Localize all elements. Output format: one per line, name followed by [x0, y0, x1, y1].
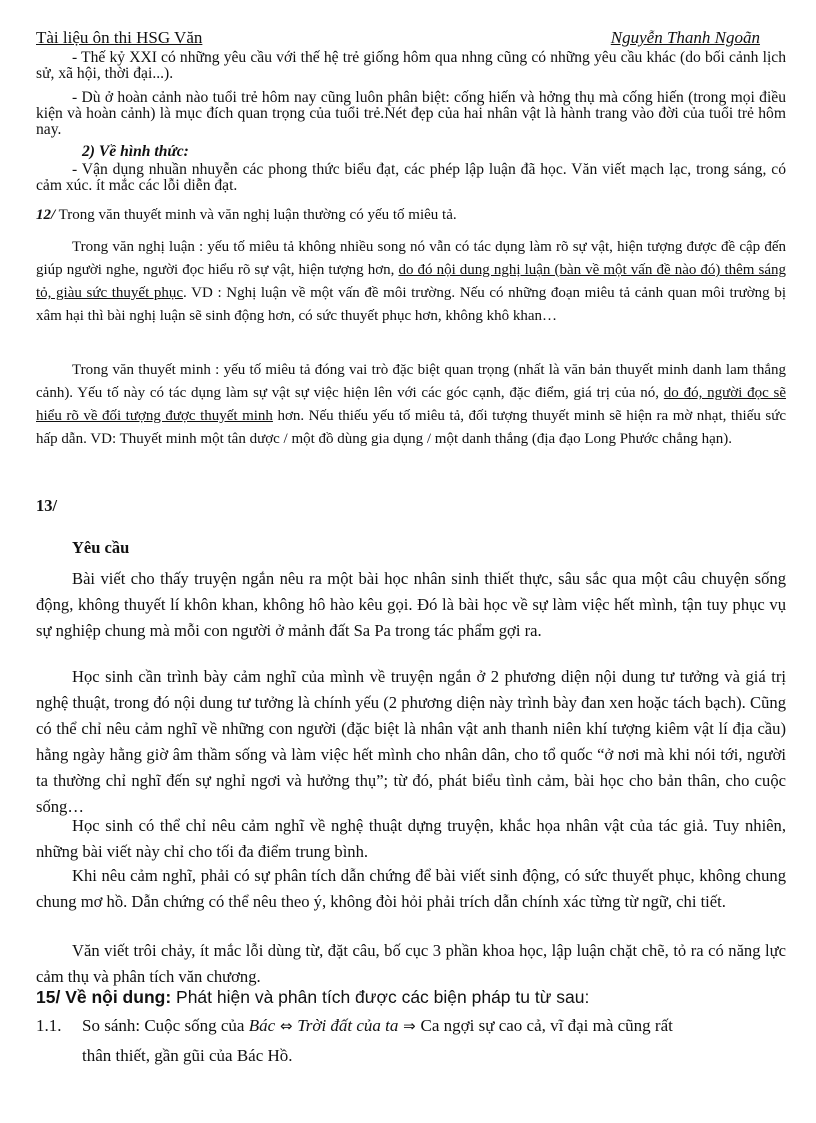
equivalence-arrow-icon: ⇔ [275, 1017, 298, 1035]
s11-paragraph-1: - Thế kỷ XXI có những yêu cầu với thế hệ trẻ giống hôm qua nhng cũng có những yêu cầu khác (do bối cảnh lịch sử, xã hội, thời đại...). [36, 49, 786, 82]
s15-item-line-1 [82, 1011, 786, 1041]
s12-paragraph-2 [36, 359, 786, 451]
s15-item-number: 1.1. [36, 1016, 62, 1035]
s12-p2-text-b: hơn. Nếu thiếu yếu tố miêu tả, đối tượng thuyết minh sẽ hiện ra mờ nhạt, thiếu sức hấp dẫn. VD: Thuyết minh một tân dược / một đồ dùng gia dụng / một danh thắng (địa đạo Long Phước chẳng hạn). [36, 408, 786, 447]
s15-heading-bold: 15/ Về nội dung: [36, 987, 172, 1007]
s15-item-text-a: So sánh: Cuộc sống của [82, 1016, 249, 1035]
s15-item-italic-1: Bác [248, 1016, 276, 1035]
s13-paragraph-5: Văn viết trôi chảy, ít mắc lỗi dùng từ, đặt câu, bố cục 3 phần khoa học, lập luận chặt chẽ, tỏ ra có năng lực cảm thụ và phân tích văn chương. [36, 941, 786, 986]
s15-heading [36, 987, 589, 1008]
s15-item-italic-2: Trời đất của ta [297, 1016, 399, 1035]
s12-intro-text: Trong văn thuyết minh và văn nghị luận thường có yếu tố miêu tả. [55, 207, 457, 223]
s12-p1-text-a: Trong văn nghị luận : yếu tố miêu tả không nhiều song nó vẫn có tác dụng làm rõ sự vật, hiện tượng được đề cập đến giúp người nghe, người đọc hiểu rõ sự vật, hiện tượng hơn, [36, 239, 786, 278]
s13-title: Yêu cầu [72, 538, 130, 557]
s13-paragraph-2: Học sinh cần trình bày cảm nghĩ của mình về truyện ngắn ở 2 phương diện nội dung tư tưởng và giá trị nghệ thuật, trong đó nội dung tư tưởng là chính yếu (2 phương diện này trình bày đan xen hoặc tách bạch). Cũng có thể chỉ nêu cảm nghĩ về những con người (đặc biệt là nhân vật anh thanh niên khí tượng kiêm vật lí địa cầu) hằng ngày hằng giờ âm thầm sống và làm việc hết mình cho nhân dân, cho tổ quốc “ở nơi mà khi nói tới, người ta thường chỉ nghĩ đến sự nghỉ ngơi và hưởng thụ”; từ đó, phát biểu tình cảm, bài học cho bản thân, cho cuộc sống… [36, 667, 786, 816]
page-header [36, 28, 760, 50]
s12-p1-underlined: do đó nội dung nghị luận (bàn về một vấn đề nào đó) thêm sáng tỏ, giàu sức thuyết phục [36, 262, 787, 301]
s13-paragraph-1: Bài viết cho thấy truyện ngắn nêu ra một bài học nhân sinh thiết thực, sâu sắc qua một câu chuyện sống động, không thuyết lí khôn khan, không hô hào kêu gọi. Đó là bài học về sự làm việc hết mình, tận tuy phục vụ sự nghiệp chung mà mỗi con người ở mảnh đất Sa Pa trong tác phẩm gợi ra. [36, 569, 786, 640]
s13-paragraph-3: Học sinh có thể chỉ nêu cảm nghĩ về nghệ thuật dựng truyện, khắc họa nhân vật của tác giả. Tuy nhiên, những bài viết này chỉ cho tối đa điểm trung bình. [36, 816, 786, 861]
s15-item-text-b: Ca ngợi sự cao cả, vĩ đại mà cũng rất [420, 1016, 673, 1035]
s11-paragraph-3: - Vận dụng nhuần nhuyễn các phong thức biểu đạt, các phép lập luận đã học. Văn viết mạch lạc, trong sáng, có cảm xúc. ít mắc các lỗi diễn đạt. [36, 161, 786, 194]
s12-p2-text-a: Trong văn thuyết minh : yếu tố miêu tả đóng vai trò đặc biệt quan trọng (nhất là văn bản thuyết minh danh lam thắng cảnh). Yếu tố này có tác dụng làm sự vật sự việc hiện lên với các góc cạnh, đặc điểm, giá trị của nó, [36, 362, 786, 401]
s12-p2-underlined: do đó, người đọc sẽ hiểu rõ về đối tượng được thuyết minh [36, 385, 786, 424]
s12-paragraph-1 [36, 236, 786, 328]
header-title: Tài liệu ôn thi HSG Văn [36, 28, 203, 47]
s13-number: 13/ [36, 496, 58, 515]
s12-number: 12/ [36, 207, 56, 223]
s11-paragraph-2: - Dù ở hoàn cảnh nào tuổi trẻ hôm nay cũng luôn phân biệt: cống hiến và hởng thụ mà cống hiến (trong mọi điều kiện và hoàn cảnh) là mục đích quan trọng của tuổi trẻ.Nét đẹp của hai nhân vật là hành trang vào đời của tuổi trẻ hôm nay. [36, 89, 786, 138]
s12-p1-text-b: . VD : Nghị luận về một vấn đề môi trường. Nếu có những đoạn miêu tả cảnh quan môi trường bị xâm hại thì bài nghị luận sẽ sinh động hơn, có sức thuyết phục hơn, không khô khan… [36, 285, 786, 324]
s15-list-item-1-1 [36, 1011, 786, 1073]
s11-subheading: 2) Về hình thức: [82, 143, 189, 160]
s13-paragraph-4: Khi nêu cảm nghĩ, phải có sự phân tích dẫn chứng để bài viết sinh động, có sức thuyết phục, không chung chung mơ hồ. Dẫn chứng có thể nêu theo ý, không đòi hỏi phải trích dẫn chính xác từng từ ngữ, chi tiết. [36, 866, 786, 911]
s15-heading-rest: Phát hiện và phân tích được các biện pháp tu từ sau: [171, 987, 590, 1007]
s12-intro [36, 205, 786, 225]
s15-item-line-2: thân thiết, gần gũi của Bác Hồ. [82, 1046, 293, 1065]
header-author: Nguyễn Thanh Ngoãn [610, 28, 760, 47]
implies-arrow-icon: ⇒ [398, 1017, 421, 1035]
